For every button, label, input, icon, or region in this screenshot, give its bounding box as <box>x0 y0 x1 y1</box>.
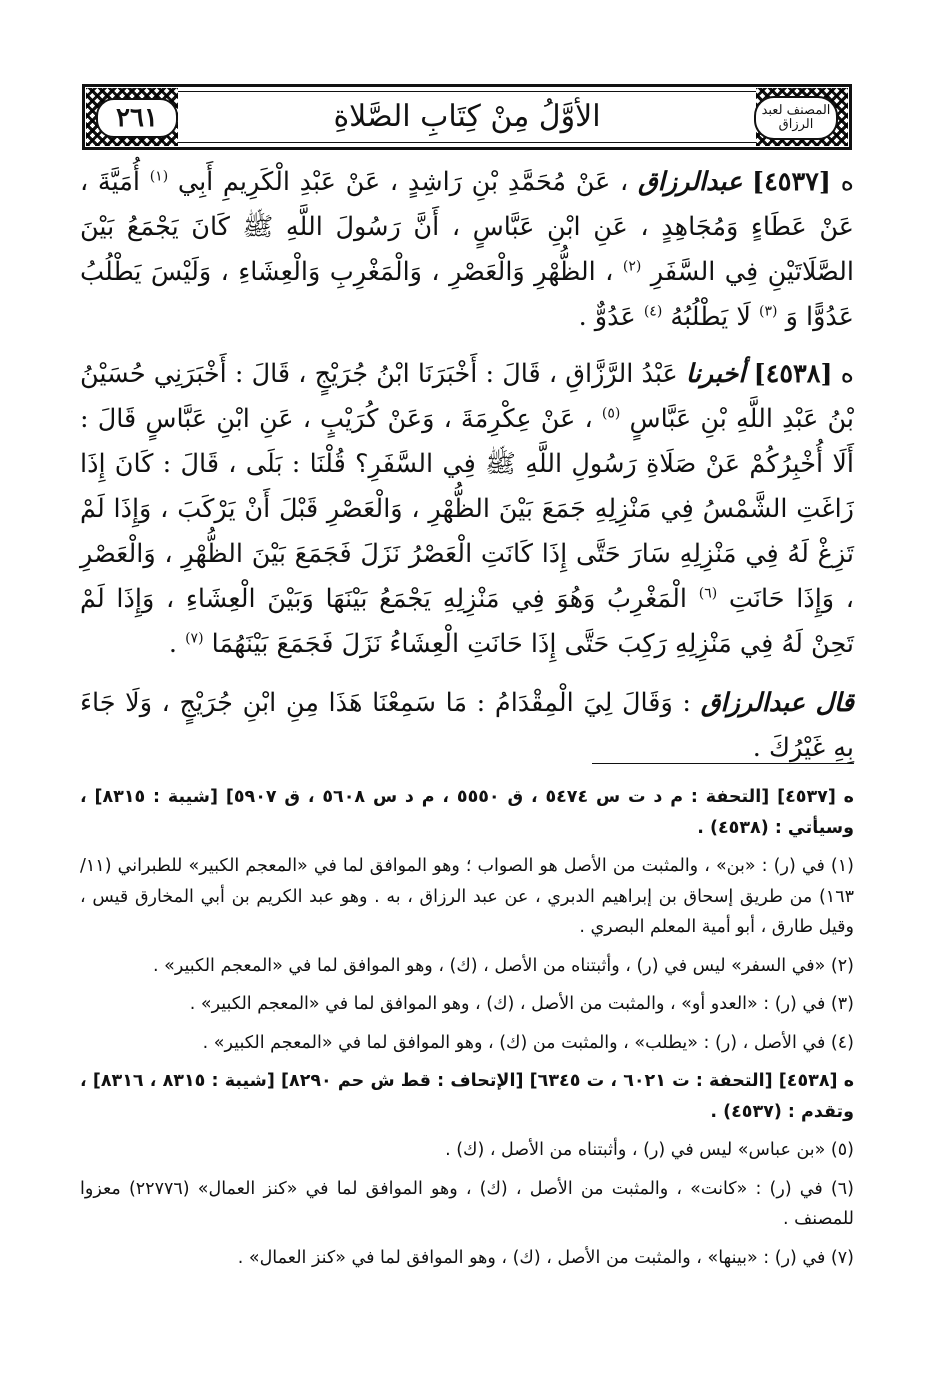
footnote-ref[interactable]: (٦) <box>698 585 718 602</box>
footnote-item: (٤) في الأصل ، (ر) : «يطلب» ، والمثبت من (ك) ، وهو الموافق لما في «المعجم الكبير» . <box>202 1032 854 1053</box>
hadith-number: [٤٥٣٧] <box>752 167 831 197</box>
hadith-text: ، عَنْ مُحَمَّدِ بْنِ رَاشِدٍ ، عَنْ عَبْدِ الْكَرِيمِ أَبِي <box>177 167 629 197</box>
hadith-4537: ه [٤٥٣٧] عبدالرزاق ، عَنْ مُحَمَّدِ بْنِ رَاشِدٍ ، عَنْ عَبْدِ الْكَرِيمِ أَبِي $^{(١)}$ أُمَيَّةَ ، عَنْ عَطَاءٍ وَمُجَاهِدٍ ، عَنِ ابْنِ عَبَّاسٍ ، أَنَّ رَسُولَ اللَّهِ ﷺ كَانَ يَجْمَعُ بَيْنَ الصَّلَاتَيْنِ فِي السَّفَرِ $^{(٢)}$ ، الظُّهْرِ وَالْعَصْرِ ، وَالْمَغْرِبِ وَالْعِشَاءِ ، وَلَيْسَ يَطْلُبُ عَدُوًّا وَ $^{(٣)}$ لَا يَطْلُبُهُ $^{(٤)}$ عَدُوٌّ . <box>80 167 855 332</box>
footnote-item: (٣) في (ر) : «العدو أو» ، والمثبت من الأصل ، (ك) ، وهو الموافق لما في «المعجم الكبير» . <box>189 994 854 1014</box>
footnote-ref[interactable]: (٢) <box>622 258 642 275</box>
hadith-text: عَبْدُ الرَّزَّاقِ ، قَالَ : أَخْبَرَنَا ابْنُ جُرَيْجٍ ، قَالَ : أَخْبَرَنِي حُسَيْنُ بْنُ عَبْدِ اللَّهِ بْنِ عَبَّاسٍ <box>80 359 854 434</box>
footnote-item: (١) في (ر) : «بن» ، والمثبت من الأصل هو الصواب ؛ وهو الموافق لما في «المعجم الكبير» للطبراني (١١/ ١٦٣) من طريق إسحاق بن إبراهيم الدبري ، عن عبد الرزاق ، به . وهو عبد الكريم بن أبي المخارق قيس ، وقيل طارق ، أبو أمية المعلم البصري . <box>80 856 854 937</box>
footnote-source: ه [٤٥٣٨] [التحفة : ت ٦٠٢١ ، ت ٦٣٤٥] [الإتحاف : قط ش حم ٨٢٩٠] [شيبة : ٨٣١٥ ، ٨٣١٦] ، وتقدم : (٤٥٣٧) . <box>80 1071 855 1122</box>
footnote-ref[interactable]: (٥) <box>601 405 621 422</box>
footnote-ref[interactable]: (٧) <box>185 630 204 647</box>
footnote-source: ه [٤٥٣٧] [التحفة : م د ت س ٥٤٧٤ ، ق ٥٥٥٠ ، م د س ٥٦٠٨ ، ق ٥٩٠٧] [شيبة : ٨٣١٥] ، وسيأتي : (٤٥٣٨) . <box>80 787 854 838</box>
hadith-text: عَدُوٌّ . <box>578 302 636 332</box>
narrator-name: أخبرنا <box>685 359 746 389</box>
running-title: الأوَّلُ مِنْ كِتَابِ الصَّلاةِ <box>333 98 601 134</box>
footnote-ref[interactable]: (١) <box>149 168 169 185</box>
footnote-item: (٧) في (ر) : «بينها» ، والمثبت من الأصل ، (ك) ، وهو الموافق لما في «كنز العمال» . <box>237 1247 854 1268</box>
page-number: ٢٦١ <box>96 98 178 138</box>
narrator-name: عبدالرزاق <box>637 167 743 197</box>
hadith-text: الْمَغْرِبُ وَهُوَ فِي مَنْزِلِهِ يَجْمَعُ بَيْنَهَا وَبَيْنَ الْعِشَاءِ ، وَإِذَا لَمْ تَحِنْ لَهُ فِي مَنْزِلِهِ رَكِبَ حَتَّى إِذَا حَانَتِ الْعِشَاءُ نَزَلَ فَجَمَعَ بَيْنَهُمَا <box>80 584 854 659</box>
page-header <box>82 84 852 150</box>
hadith-4538: ه [٤٥٣٨] أخبرنا عَبْدُ الرَّزَّاقِ ، قَالَ : أَخْبَرَنَا ابْنُ جُرَيْجٍ ، قَالَ : أَخْبَرَنِي حُسَيْنُ بْنُ عَبْدِ اللَّهِ بْنِ عَبَّاسٍ $^{(٥)}$ ، عَنْ عِكْرِمَةَ ، وَعَنْ كُرَيْبٍ ، عَنِ ابْنِ عَبَّاسٍ قَالَ : أَلَا أُخْبِرُكُمْ عَنْ صَلَاةِ رَسُولِ اللَّهِ ﷺ فِي السَّفَرِ؟ قُلْنَا : بَلَى ، قَالَ : كَانَ إِذَا زَاغَتِ الشَّمْسُ فِي مَنْزِلِهِ جَمَعَ بَيْنَ الظُّهْرِ ، وَالْعَصْرِ قَبْلَ أَنْ يَرْكَبَ ، وَإِذَا لَمْ تَزِغْ لَهُ فِي مَنْزِلِهِ سَارَ حَتَّى إِذَا كَانَتِ الْعَصْرُ نَزَلَ فَجَمَعَ بَيْنَ الظُّهْرِ ، وَالْعَصْرِ ، وَإِذَا حَانَتِ $^{(٦)}$ الْمَغْرِبُ وَهُوَ فِي مَنْزِلِهِ يَجْمَعُ بَيْنَهَا وَبَيْنَ الْعِشَاءِ ، وَإِذَا لَمْ تَحِنْ لَهُ فِي مَنْزِلِهِ رَكِبَ حَتَّى إِذَا حَانَتِ الْعِشَاءُ نَزَلَ فَجَمَعَ بَيْنَهُمَا $^{(٧)}$ . <box>80 359 855 659</box>
footnote-item: (٦) في (ر) : «كانت» ، والمثبت من الأصل ، (ك) ، وهو الموافق لما في «كنز العمال» (٢٢٧٧٦) معزوا للمصنف . <box>80 1178 854 1229</box>
footnotes <box>80 782 854 1281</box>
hadith-text: ، عَنْ عِكْرِمَةَ ، وَعَنْ كُرَيْبٍ ، عَنِ ابْنِ عَبَّاسٍ قَالَ : أَلَا أُخْبِرُكُمْ عَنْ صَلَاةِ رَسُولِ اللَّهِ ﷺ فِي السَّفَرِ؟ قُلْنَا : بَلَى ، قَالَ : كَانَ إِذَا زَاغَتِ الشَّمْسُ فِي مَنْزِلِهِ جَمَعَ بَيْنَ الظُّهْرِ ، وَالْعَصْرِ قَبْلَ أَنْ يَرْكَبَ ، وَإِذَا لَمْ تَزِغْ لَهُ فِي مَنْزِلِهِ سَارَ حَتَّى إِذَا كَانَتِ الْعَصْرُ نَزَلَ فَجَمَعَ بَيْنَ الظُّهْرِ ، وَالْعَصْرِ ، وَإِذَا حَانَتِ <box>80 404 855 614</box>
main-text <box>80 160 854 783</box>
closing-text: : وَقَالَ لِيَ الْمِقْدَامُ : مَا سَمِعْنَا هَذَا مِنِ ابْنِ جُرَيْجٍ ، وَلَا جَاءَ بِهِ غَيْرُكَ . <box>80 688 854 763</box>
footnote-item: (٢) «في السفر» ليس في (ر) ، وأثبتناه من الأصل ، (ك) ، وهو الموافق لما في «المعجم الكبير» . <box>153 955 854 976</box>
closing-remark <box>80 681 854 771</box>
narrator-name: قال عبدالرزاق <box>700 688 854 718</box>
hadith-text: . <box>168 629 177 659</box>
hadith-number: [٤٥٣٨] <box>753 359 833 389</box>
book-emblem: المصنف لعبد الرزاق <box>754 96 838 140</box>
footnote-ref[interactable]: (٣) <box>759 303 778 320</box>
footnote-item: (٥) «بن عباس» ليس في (ر) ، وأثبتناه من الأصل ، (ك) . <box>445 1140 854 1160</box>
hadith-text: لَا يَطْلُبُهُ <box>670 302 751 332</box>
footnote-divider <box>592 763 854 764</box>
hadith-text: ، الظُّهْرِ وَالْعَصْرِ ، وَالْمَغْرِبِ وَالْعِشَاءِ ، وَلَيْسَ يَطْلُبُ عَدُوًّا وَ <box>80 257 854 332</box>
footnote-ref[interactable]: (٤) <box>643 303 663 320</box>
hadith-text: أُمَيَّةَ ، عَنْ عَطَاءٍ وَمُجَاهِدٍ ، عَنِ ابْنِ عَبَّاسٍ ، أَنَّ رَسُولَ اللَّهِ ﷺ كَانَ يَجْمَعُ بَيْنَ الصَّلَاتَيْنِ فِي السَّفَرِ <box>80 167 855 287</box>
